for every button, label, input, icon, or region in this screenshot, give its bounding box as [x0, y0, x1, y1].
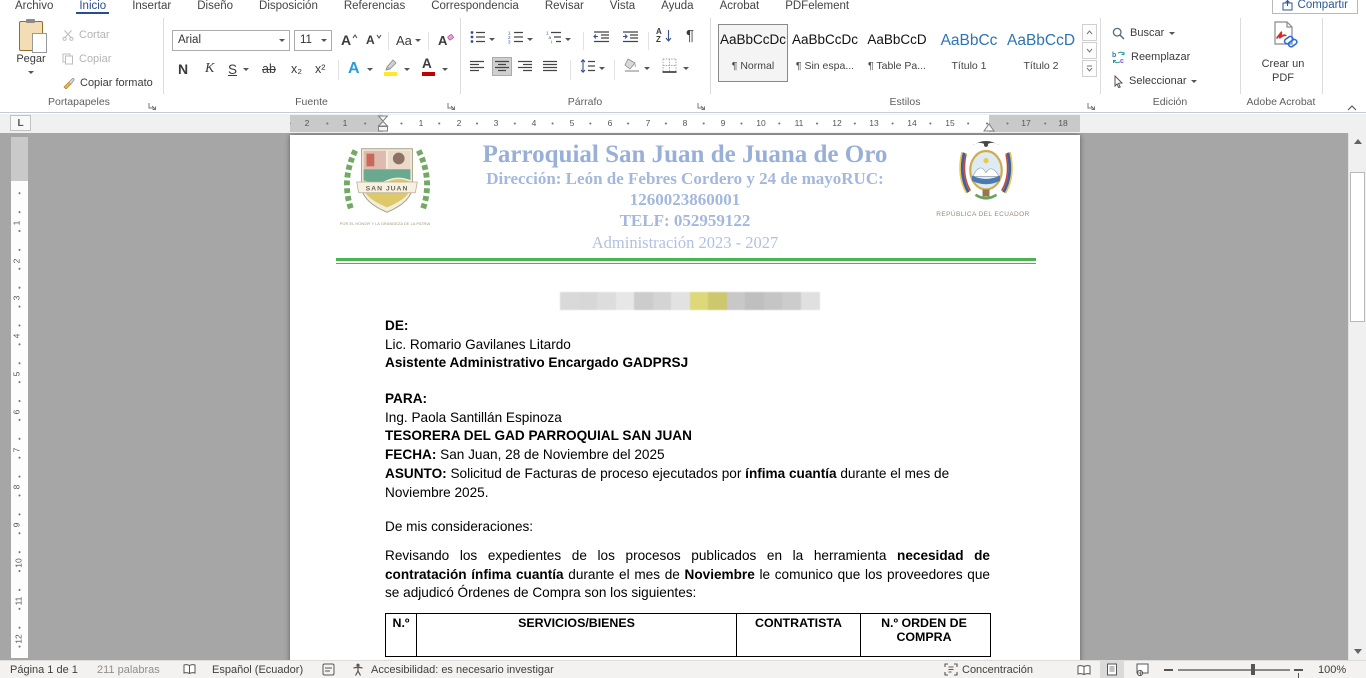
vertical-scrollbar[interactable]: [1348, 133, 1366, 660]
style-Título 1[interactable]: AaBbCc Título 1: [934, 24, 1004, 82]
ruler-mark: 10: [13, 558, 24, 568]
ruler-mark: 4: [531, 116, 538, 131]
seal-caption: REPÚBLICA DEL ECUADOR: [936, 211, 1030, 218]
tab-correspondencia[interactable]: Correspondencia: [431, 0, 519, 12]
table-header-cell: CONTRATISTA: [737, 614, 861, 656]
vertical-ruler[interactable]: [11, 137, 28, 658]
group-label-editing: Edición: [1152, 96, 1188, 108]
paste-button[interactable]: [8, 18, 54, 94]
line-spacing-button[interactable]: [580, 59, 596, 78]
ruler-top-margin: [11, 137, 28, 181]
svg-text:3: 3: [508, 39, 511, 44]
chevron-down-icon: [1169, 32, 1175, 35]
ruler-mark: 8: [682, 116, 689, 131]
group-separator: [1322, 18, 1323, 94]
copy-label: Copiar: [79, 53, 112, 65]
shrink-font-button[interactable]: A: [366, 29, 382, 51]
accessibility-status[interactable]: Accesibilidad: es necesario investigar: [371, 663, 554, 676]
styles-scroll-up-button[interactable]: [1082, 24, 1097, 41]
collapse-ribbon-button[interactable]: [1346, 100, 1360, 112]
format-painter-button[interactable]: [62, 73, 153, 93]
chevron-down-icon[interactable]: [527, 38, 533, 41]
indent-marker[interactable]: [377, 115, 389, 132]
bullets-button[interactable]: [470, 30, 486, 49]
highlighter-icon: [384, 58, 398, 71]
ruler-mark: 9: [11, 522, 22, 528]
ruler-mark: 12: [831, 116, 842, 131]
align-right-button[interactable]: [518, 60, 533, 78]
para-title: TESORERA DEL GAD PARROQUIAL SAN JUAN: [385, 428, 692, 444]
scissors-icon: [62, 29, 74, 41]
share-icon: [1282, 0, 1293, 11]
de-block[interactable]: [385, 317, 990, 373]
tab-vista[interactable]: Vista: [609, 0, 636, 12]
chevron-down-icon: [415, 39, 421, 42]
separator: [570, 60, 571, 80]
chevron-down-icon: [1191, 80, 1197, 83]
separator: [338, 60, 339, 80]
ruler-mark: 10: [755, 116, 766, 131]
chevron-down-icon[interactable]: [644, 67, 650, 70]
zoom-level[interactable]: 100%: [1318, 663, 1347, 676]
read-mode-button[interactable]: [1072, 661, 1096, 678]
select-button[interactable]: [1112, 71, 1197, 91]
multilevel-list-button[interactable]: [546, 30, 562, 49]
ruler-mark: 1: [11, 220, 22, 226]
table-header-cell: SERVICIOS/BIENES: [417, 614, 737, 656]
seal-motto: POR EL HONOR Y LA GRANDEZA DE LA PATRIA: [339, 221, 431, 226]
ruler-mark: 11: [794, 116, 805, 131]
ruler-mark: 3: [493, 116, 500, 131]
highlight-color-swatch: [384, 72, 397, 76]
asunto-line: ASUNTO: Solicitud de Facturas de proceso ejecutados por ínfima cuantía durante el mes de Noviembre 2025.: [385, 465, 950, 500]
find-button[interactable]: [1112, 23, 1175, 43]
font-size-value: 11: [300, 34, 312, 46]
strikethrough-button[interactable]: ab: [262, 62, 276, 76]
pdf-icon: [1268, 20, 1298, 50]
focus-label: Concentración: [962, 663, 1033, 676]
ribbon: [0, 14, 1366, 113]
ruler-mark: 4: [11, 333, 22, 339]
subscript-button[interactable]: x₂: [291, 62, 303, 76]
ruler-mark: 14: [906, 116, 917, 131]
font-color-swatch: [422, 72, 435, 76]
ruler-mark: 7: [645, 116, 652, 131]
clear-formatting-button[interactable]: A: [438, 29, 455, 51]
ruler-mark: 18: [1057, 116, 1068, 131]
ruler-mark: 11: [13, 596, 24, 606]
document-area: [0, 133, 1366, 660]
chevron-down-icon[interactable]: [489, 38, 495, 41]
tab-acrobat[interactable]: Acrobat: [719, 0, 760, 12]
zoom-slider[interactable]: [1178, 669, 1290, 671]
ruler-mark: 15: [944, 116, 955, 131]
superscript-button[interactable]: x²: [315, 62, 326, 76]
style-¶ Normal[interactable]: AaBbCcDc ¶ Normal: [718, 24, 788, 82]
redacted-text: [560, 292, 820, 310]
zoom-in-button[interactable]: [1294, 669, 1303, 671]
tab-ayuda[interactable]: Ayuda: [661, 0, 694, 12]
de-label: DE:: [385, 318, 409, 333]
ruler-mark: 6: [11, 409, 22, 415]
zoom-out-button[interactable]: [1164, 669, 1173, 671]
tab-stop-selector[interactable]: L: [10, 115, 31, 131]
style-¶ Table Pa...[interactable]: AaBbCcD ¶ Table Pa...: [862, 24, 932, 82]
table-header-cell: N.º: [386, 614, 417, 656]
copy-icon: [62, 53, 74, 65]
group-separator: [460, 18, 461, 94]
para-label: PARA:: [385, 391, 428, 406]
tab-revisar[interactable]: Revisar: [544, 0, 584, 12]
text-effects-button[interactable]: A: [348, 60, 360, 77]
status-bar: [0, 660, 1366, 678]
table-header-cell: N.º ORDEN DE COMPRA: [881, 616, 967, 644]
right-indent-marker[interactable]: [983, 123, 995, 132]
scroll-down-icon[interactable]: [1351, 645, 1364, 658]
chevron-down-icon[interactable]: [442, 68, 448, 71]
search-icon: [1112, 27, 1125, 40]
ruler-mark: 2: [11, 258, 22, 264]
de-title: Asistente Administrativo Encargado GADPRSJ: [385, 355, 689, 371]
tab-insertar[interactable]: Insertar: [132, 0, 172, 12]
body-paragraph[interactable]: Revisando los expedientes de los procesos publicados en la herramienta necesidad de contratación ínfima cuantía durante el mes de Noviembre le comunico que los proveedores que se adjudicó Órdenes de Compra son los siguientes:: [385, 548, 990, 601]
align-left-button[interactable]: [470, 60, 485, 78]
ruler-mark: 8: [11, 484, 22, 490]
separator: [583, 32, 584, 50]
shading-button[interactable]: [624, 58, 640, 77]
share-button[interactable]: [1272, 0, 1358, 14]
sort-button[interactable]: A Z: [656, 28, 662, 44]
separator: [428, 32, 429, 50]
group-label-clipboard: Portapapeles: [48, 96, 110, 108]
tab-referencias[interactable]: Referencias: [343, 0, 406, 12]
dialog-launcher-icon[interactable]: [446, 98, 458, 110]
separator: [614, 60, 615, 80]
group-label-paragraph: Párrafo: [567, 96, 603, 108]
group-separator: [1240, 18, 1241, 94]
chevron-down-icon[interactable]: [243, 68, 249, 71]
replace-label: Reemplazar: [1131, 51, 1191, 63]
font-name-combo[interactable]: [172, 30, 290, 51]
salutation[interactable]: De mis consideraciones:: [385, 519, 534, 534]
find-label: Buscar: [1130, 27, 1165, 39]
chevron-down-icon[interactable]: [367, 68, 373, 71]
chevron-down-icon[interactable]: [599, 67, 605, 70]
cut-label: Cortar: [79, 29, 110, 41]
font-color-button[interactable]: A: [422, 56, 438, 78]
ruler-mark: 1: [418, 116, 425, 131]
ribbon-tabs: [2, 0, 862, 14]
svg-text:SAN JUAN: SAN JUAN: [365, 185, 409, 193]
group-label-acrobat: Adobe Acrobat: [1246, 96, 1316, 108]
show-paragraph-marks-button[interactable]: ¶: [686, 27, 695, 44]
org-title: Parroquial San Juan de Juana de Oro: [482, 141, 888, 168]
para-block[interactable]: [385, 390, 997, 502]
chevron-down-icon[interactable]: [404, 68, 410, 71]
print-layout-button[interactable]: [1100, 661, 1124, 678]
chevron-down-icon[interactable]: [683, 67, 689, 70]
increase-indent-button[interactable]: [622, 30, 639, 49]
org-phone: TELF: 052959122: [619, 211, 751, 230]
accessibility-icon[interactable]: [352, 661, 364, 678]
ruler-mark: 5: [569, 116, 576, 131]
ruler-row: [0, 114, 1366, 133]
bold-button[interactable]: N: [178, 61, 189, 77]
group-separator: [163, 18, 164, 94]
borders-button[interactable]: [662, 58, 677, 78]
paste-label: Pegar: [16, 53, 46, 65]
italic-button[interactable]: K: [205, 61, 215, 76]
grow-font-button[interactable]: A: [341, 29, 358, 51]
proofing-icon[interactable]: [183, 661, 196, 678]
fecha-line: FECHA: San Juan, 28 de Noviembre del 2025: [385, 447, 665, 463]
org-address: Dirección: León de Febres Cordero y 24 de mayoRUC:: [486, 169, 884, 188]
org-administration: Administración 2023 - 2027: [591, 233, 779, 252]
ruler-mark: 5: [11, 371, 22, 377]
svg-text:1: 1: [546, 30, 549, 36]
svg-text:2: 2: [508, 35, 511, 40]
styles-gallery: [718, 24, 1076, 82]
ruler-mark: 12: [13, 634, 24, 644]
san-juan-seal-image: [334, 138, 440, 224]
format-painter-icon: [62, 77, 75, 89]
select-label: Seleccionar: [1129, 75, 1187, 87]
orders-table[interactable]: [385, 613, 991, 657]
justify-button[interactable]: [543, 60, 558, 78]
letterhead: [440, 141, 930, 254]
tab-disposición[interactable]: Disposición: [259, 0, 318, 12]
text-predictions-icon[interactable]: [322, 661, 335, 678]
underline-button[interactable]: S: [228, 61, 238, 77]
ecuador-seal-image: [950, 137, 1022, 207]
svg-text:1: 1: [508, 30, 511, 36]
de-name: Lic. Romario Gavilanes Litardo: [385, 336, 571, 352]
format-painter-label: Copiar formato: [80, 77, 153, 89]
dialog-launcher-icon[interactable]: [147, 98, 159, 110]
ruler-mark: 13: [868, 116, 879, 131]
font-name-value: Arial: [178, 34, 202, 46]
cursor-arrow-icon: [1112, 75, 1124, 88]
separator: [648, 32, 649, 50]
create-pdf-label: Crear un PDF: [1261, 58, 1305, 84]
style-¶ Sin espa...[interactable]: AaBbCcDc ¶ Sin espa...: [790, 24, 860, 82]
ruler-mark: 1: [342, 116, 349, 131]
replace-button[interactable]: [1112, 47, 1190, 67]
focus-icon: [944, 663, 958, 676]
group-label-styles: Estilos: [889, 96, 921, 108]
ruler-mark: 3: [11, 295, 22, 301]
clipboard-icon: [19, 21, 43, 51]
chevron-down-icon: [28, 71, 34, 74]
word-count[interactable]: 211 palabras: [97, 663, 160, 676]
styles-scroll-down-button[interactable]: [1082, 42, 1097, 59]
tab-inicio[interactable]: Inicio: [66, 0, 119, 14]
focus-button[interactable]: [944, 661, 1033, 678]
dialog-launcher-icon[interactable]: [696, 98, 708, 110]
style-Título 2[interactable]: AaBbCcD Título 2: [1006, 24, 1076, 82]
header-divider: [336, 258, 1036, 264]
group-separator: [710, 18, 711, 94]
ruler-mark: 7: [11, 447, 22, 453]
numbering-button[interactable]: [508, 30, 524, 49]
styles-more-button[interactable]: [1082, 60, 1097, 77]
copy-button[interactable]: [62, 49, 111, 69]
ruler-mark: 2: [456, 116, 463, 131]
document-page[interactable]: [290, 135, 1080, 660]
ruler-mark: 2: [304, 116, 311, 131]
share-label: Compartir: [1297, 0, 1348, 11]
svg-text:a: a: [548, 35, 552, 40]
tab-diseño[interactable]: Diseño: [197, 0, 234, 12]
zoom-slider-thumb[interactable]: [1251, 664, 1255, 675]
tab-pdfelement[interactable]: PDFelement: [785, 0, 850, 12]
language-indicator[interactable]: Español (Ecuador): [212, 663, 304, 676]
dialog-launcher-icon[interactable]: [1086, 98, 1098, 110]
align-center-button[interactable]: [492, 57, 512, 76]
svg-text:b: b: [1112, 51, 1117, 59]
org-ruc: 1260023860001: [629, 189, 741, 209]
decrease-indent-button[interactable]: [593, 30, 610, 49]
chevron-down-icon: [279, 39, 285, 42]
ruler-mark: 9: [720, 116, 727, 131]
group-separator: [1100, 18, 1101, 94]
group-label-font: Fuente: [295, 96, 328, 108]
font-size-combo[interactable]: [294, 30, 332, 51]
svg-text:i: i: [551, 39, 552, 44]
ruler-mark: 17: [1020, 116, 1031, 131]
ribbon-tab-row: [0, 0, 1366, 14]
chevron-down-icon: [321, 39, 327, 42]
chevron-down-icon[interactable]: [565, 38, 571, 41]
create-pdf-button[interactable]: [1248, 20, 1318, 85]
web-layout-button[interactable]: [1130, 661, 1154, 678]
separator: [388, 32, 389, 50]
page-indicator[interactable]: Página 1 de 1: [10, 663, 78, 676]
ruler-mark: 6: [607, 116, 614, 131]
scrollbar-thumb[interactable]: [1350, 172, 1365, 322]
para-name: Ing. Paola Santillán Espinoza: [385, 409, 562, 425]
tab-archivo[interactable]: Archivo: [15, 0, 54, 12]
replace-icon: [1112, 51, 1126, 64]
scroll-up-icon[interactable]: [1351, 135, 1364, 148]
horizontal-ruler[interactable]: [290, 115, 1080, 132]
svg-text:c: c: [1120, 57, 1124, 64]
highlight-button[interactable]: [384, 58, 400, 78]
change-case-button[interactable]: Aa: [396, 29, 421, 51]
cut-button[interactable]: [62, 25, 110, 45]
